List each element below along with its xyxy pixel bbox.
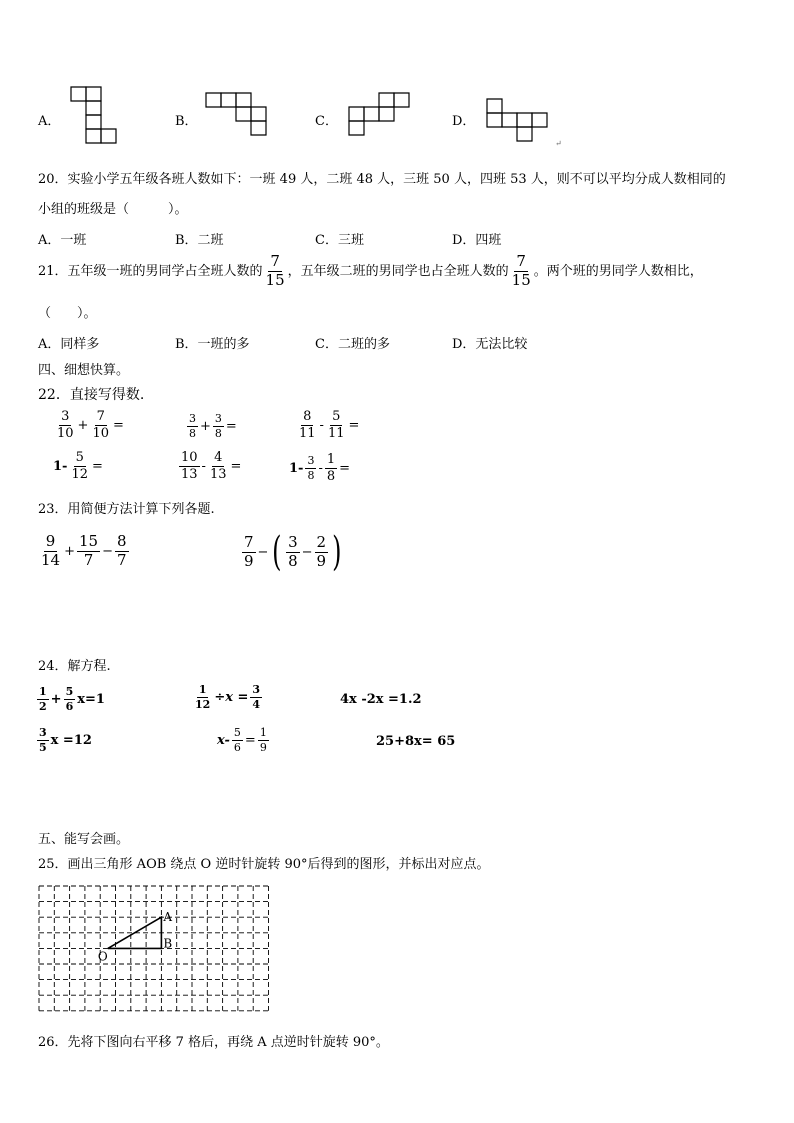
q21-text-line1 (38, 254, 703, 289)
denominator: 10 (57, 425, 74, 441)
denominator: 8 (307, 468, 315, 482)
q20-text-line1: 20．实验小学五年级各班人数如下：一班 49 人，二班 48 人，三班 50 人，四班 53 人，则不可以平均分成人数相同的 (38, 172, 726, 187)
q20-option-d: D．四班 (452, 233, 502, 248)
denominator: 13 (181, 466, 198, 482)
point-a-label: A (163, 910, 173, 925)
numerator: 3 (61, 409, 70, 424)
section-5-heading: 五、能写会画。 (38, 832, 130, 847)
denominator: 2 (39, 699, 47, 713)
q24-equation-5 (216, 727, 270, 753)
q21-part2: ，五年级二班的男同学也占全班人数的 (287, 263, 509, 279)
numerator: 4 (214, 450, 223, 465)
q20-option-a: A．一班 (38, 233, 87, 248)
numerator: 1 (326, 452, 336, 467)
return-mark-icon: ↵ (555, 139, 562, 148)
operator: - (319, 417, 324, 433)
leading-term: 1- (289, 460, 304, 476)
numerator: 7 (96, 409, 105, 424)
q20-option-c: C．三班 (315, 233, 364, 248)
numerator: 15 (79, 532, 99, 550)
numerator: 3 (214, 412, 222, 425)
denominator: 9 (259, 740, 267, 754)
denominator: 4 (252, 697, 261, 711)
denominator: 7 (83, 550, 94, 569)
section-4-heading: 四、细想快算。 (38, 363, 130, 378)
leading-term: x- (217, 732, 230, 748)
q25-text: 25．画出三角形 AOB 绕点 O 逆时针旋转 90°后得到的图形，并标出对应点。 (38, 857, 490, 872)
left-parenthesis: ( (272, 529, 282, 575)
equation-rest: x =12 (50, 732, 92, 748)
q22-expression-1 (54, 410, 125, 440)
denominator: 10 (92, 425, 109, 441)
q22-expression-4 (52, 451, 104, 481)
q21-fraction-1 (264, 254, 287, 289)
cube-net-c (348, 92, 413, 140)
q20-option-b: B．二班 (175, 233, 224, 248)
q24-equation-2 (192, 684, 263, 710)
denominator: 7 (117, 550, 127, 569)
denominator: 13 (209, 466, 227, 482)
numerator: 7 (516, 252, 526, 270)
numerator: 1 (39, 685, 47, 698)
q22-title: 22．直接写得数. (38, 387, 145, 403)
numerator: 5 (65, 685, 74, 698)
numerator: 8 (117, 532, 127, 550)
q21-option-a: A．同样多 (38, 337, 100, 352)
q24-equation-4 (36, 727, 93, 753)
operator: − (301, 544, 313, 560)
equals-sign: = (348, 417, 360, 433)
numerator: 3 (288, 532, 298, 551)
denominator: 8 (189, 426, 196, 440)
q22-expression-2 (186, 413, 238, 439)
leading-term: 1- (53, 458, 68, 474)
right-parenthesis: ) (332, 529, 342, 575)
equals-sign: = (244, 732, 256, 748)
q24-title: 24．解方程. (38, 659, 111, 674)
numerator: 2 (316, 532, 327, 551)
numerator: 7 (270, 252, 280, 270)
q19-option-c-label: C． (315, 114, 338, 129)
denominator: 12 (71, 466, 88, 482)
numerator: 1 (198, 683, 207, 696)
point-o-label: O (97, 949, 108, 964)
cube-net-b (205, 92, 270, 140)
denominator: 9 (244, 551, 254, 570)
q20-text-line2: 小组的班级是（ ）。 (38, 202, 188, 217)
denominator: 5 (39, 740, 47, 754)
q21-text-line2: （ ）。 (38, 306, 97, 321)
denominator: 11 (327, 425, 345, 441)
operator: - (201, 458, 206, 474)
denominator: 14 (41, 550, 61, 569)
operator: - (318, 460, 323, 476)
operator: + (77, 417, 89, 433)
denominator: 12 (195, 697, 211, 711)
equation-rest: x=1 (77, 691, 105, 707)
q23-title: 23．用简便方法计算下列各题. (38, 502, 215, 517)
q23-expression-2 (241, 529, 345, 575)
denominator: 11 (299, 425, 316, 441)
denominator: 8 (214, 426, 222, 440)
numerator: 3 (39, 726, 47, 739)
numerator: 8 (303, 409, 312, 424)
q21-option-d: D．无法比较 (452, 337, 528, 352)
equation-middle: ÷x = (214, 689, 249, 705)
q26-text: 26．先将下图向右平移 7 格后，再绕 A 点逆时针旋转 90°。 (38, 1035, 389, 1050)
denominator: 8 (288, 551, 298, 570)
cube-net-a (70, 86, 120, 148)
q21-fraction-2 (510, 254, 533, 289)
q19-option-d-label: D． (452, 114, 476, 129)
operator: − (102, 543, 113, 559)
denominator: 15 (511, 270, 531, 289)
operator: − (257, 544, 269, 560)
equals-sign: = (225, 418, 237, 434)
q24-equation-3: 4x -2x =1.2 (340, 692, 422, 707)
numerator: 7 (244, 532, 254, 551)
point-b-label: B (163, 936, 173, 951)
denominator: 8 (326, 468, 336, 484)
q24-equation-6: 25+8x= 65 (376, 734, 456, 749)
denominator: 15 (265, 270, 285, 289)
numerator: 5 (332, 409, 341, 424)
q19-option-b-label: B． (175, 114, 198, 129)
numerator: 10 (181, 450, 198, 465)
equals-sign: = (92, 458, 103, 474)
denominator: 9 (316, 551, 327, 570)
operator: + (64, 543, 75, 559)
q22-expression-5 (178, 451, 242, 481)
numerator: 9 (45, 532, 56, 550)
q21-part3: 。两个班的男同学人数相比， (533, 263, 703, 279)
q21-option-b: B．一班的多 (175, 337, 250, 352)
q19-option-a-label: A． (38, 114, 61, 129)
numerator: 3 (189, 412, 196, 425)
operator: + (200, 418, 211, 434)
q21-option-c: C．二班的多 (315, 337, 390, 352)
denominator: 6 (65, 699, 74, 713)
equals-sign: = (230, 458, 242, 474)
numerator: 3 (252, 683, 261, 696)
q25-grid-figure (38, 884, 270, 1014)
numerator: 5 (233, 726, 241, 739)
numerator: 1 (259, 726, 267, 739)
q22-expression-6 (288, 453, 351, 483)
q24-equation-1 (36, 686, 106, 712)
cube-net-d (486, 98, 551, 144)
equals-sign: = (113, 417, 124, 433)
numerator: 3 (307, 454, 315, 468)
q23-expression-1 (38, 534, 130, 569)
numerator: 5 (75, 450, 84, 465)
q21-part1: 21．五年级一班的男同学占全班人数的 (38, 263, 263, 279)
equals-sign: = (339, 460, 351, 476)
operator: + (50, 691, 62, 707)
q22-expression-3 (296, 410, 360, 440)
denominator: 6 (233, 740, 241, 754)
